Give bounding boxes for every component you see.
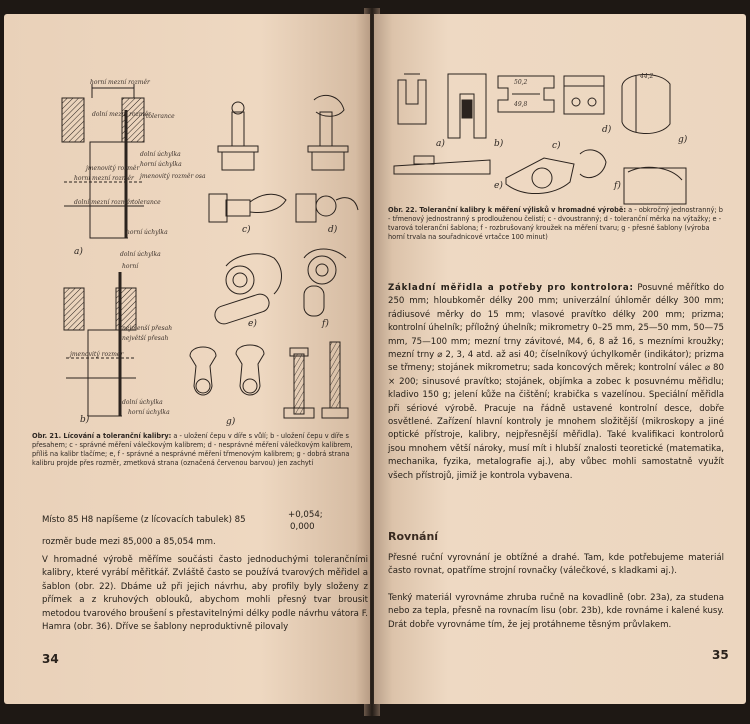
figure-22-letter-g: g) xyxy=(678,135,688,145)
figure-22-caption-text: a - obkročný jednostranný; b - třmenový jednostranný s prodlouženou čelistí; c - dvoustranný; d - toleranční měrka na výtažky; e - tvarová toleranční šablona; f - rozbrušovaný kroužek na měření tvaru; g - přesné šablony (výroba horní trvala na souřadnicové vrtačce 100 minut) xyxy=(388,206,723,241)
straightening-paragraph-2: Tenký materiál vyrovnáme zhruba ručně na kovadlině (obr. 23a), za studena nebo za tepla, přesně na rovnacím lisu (obr. 23b), kde rovnáme i kalené kusy. Drát dobře vyrovnáme tím, že jej protáhneme těsným průvlakem. xyxy=(388,593,724,630)
label-jmenovity-rozmer-2: jmenovitý rozměr xyxy=(70,351,124,358)
dim-label-2: 49,8 xyxy=(514,101,528,108)
label-dolni-uchylka-2: dolní úchylka xyxy=(120,251,161,258)
label-horni-uchylka: horní úchylka xyxy=(140,161,182,168)
figure-21-letter-c: c) xyxy=(242,225,251,235)
inspector-tools-text: Posuvné měřítko do 250 mm; hloubkoměr délky 200 mm; univerzální úhloměr délky 300 mm; rádiusové měrky do 15 mm; vlasové pravítko délky 200 mm; prizma; kontrolní úhelník; příložný úhelník; mikrometry 0–25 mm, 25—50 mm, 50—75 mm, 75—100 mm; mezní trny závitové, M4, 6, 8 až 16, s mezními kroužky; mezní trny ⌀ 2, 3, 4 atd. až asi 40; číselníkový úchylkoměr (indikátor); prizma se třmeny; stojánek mikrometru; sada koncových měrek; kontrolní válec ⌀ 80 × 200; sinusové pravítko; stojánek, objímka a zobec k posuvnému měřidlu; kladivo 150 g; jelení kůže na čištění; krabička s vazelínou. Speciální měřidla při sériové výrobě. Pracuje na řádně ustavené kontrolní desce, dobře osvětlené. Zařízení hlavní kontroly je mnohem složitější (mikroskopy a jiné optické přístroje, kalibry, nejpřesnější měřidla). Také kvalifikaci kontrolorů jsou mnohem větší nároky, musí mít i hlubší znalosti teoretické (matematika, mechanika, fyzika, metalografie aj.), aby vůbec mohli samostatně využít všech přístrojů, jimiž je kontrola vybavena. xyxy=(388,283,725,481)
formula-lower-deviation: 0,000 xyxy=(290,522,315,532)
figure-22-caption-lead: Obr. 22. Toleranční kalibry k měření výlisků v hromadné výrobě: xyxy=(388,206,626,214)
label-horni: horní xyxy=(122,263,139,270)
left-page xyxy=(4,14,370,704)
figure-22-letter-a: a) xyxy=(436,139,445,149)
straightening-paragraph-1: Přesné ruční vyrovnání je obtížné a drahé. Tam, kde potřebujeme materiál často rovnat, opatříme strojní rovnačky (válečkové, s kladkami aj.). xyxy=(388,553,724,577)
label-horni-mezni-rozmer: horní mezní rozměr xyxy=(90,79,150,86)
label-dolni-mezni-rozmer: dolní mezní rozměr xyxy=(92,111,151,118)
section-heading-rovnani: Rovnání xyxy=(388,530,439,543)
formula-upper-deviation: +0,054; xyxy=(288,510,323,520)
label-horni-mezni-rozmer-2: horní mezní rozměr xyxy=(74,175,134,182)
figure-21-drawing xyxy=(4,14,370,444)
inspector-tools-section xyxy=(388,282,724,483)
figure-22-drawing xyxy=(374,14,746,210)
label-tolerance-2: tolerance xyxy=(132,199,161,206)
dim-label-3: 44,2 xyxy=(640,73,654,80)
label-dolni-mezni-rozmer-2: dolní mezní rozměr xyxy=(74,199,133,206)
label-tolerance: tolerance xyxy=(146,113,175,120)
label-horni-uchylka-2: horní úchylka xyxy=(126,229,168,236)
label-dolni-uchylka-3: dolní úchylka xyxy=(122,399,163,406)
label-dolni-uchylka: dolní úchylka xyxy=(140,151,181,158)
dim-label-1: 50,2 xyxy=(514,79,528,86)
right-page xyxy=(374,14,746,704)
figure-22-letter-c: c) xyxy=(552,141,561,151)
page-number-right: 35 xyxy=(712,648,729,662)
figure-21-letter-e: e) xyxy=(248,319,257,329)
figure-21-letter-a: a) xyxy=(74,247,83,257)
figure-22-letter-f: f) xyxy=(614,181,621,191)
label-nejvetsi-presah: největší přesah xyxy=(122,335,169,342)
figure-21-caption-text: a - uložení čepu v díře s vůlí; b - uložení čepu v díře s přesahem; c - správné měření válečkovým kalibrem; d - nesprávné měření válečkovým kalibrem, příliš na kalibr tlačíme; e, f - správné a nesprávné měření třmenovým kalibrem; g - dobrá strana kalibru projde přes rozměr, zmetková strana (označená červenou barvou) jen zachytí xyxy=(32,432,353,467)
figure-21 xyxy=(4,14,370,444)
page-number-left: 34 xyxy=(42,652,59,666)
figure-22-letter-b: b) xyxy=(494,139,504,149)
figure-22-letter-d: d) xyxy=(602,125,612,135)
figure-22-letter-e: e) xyxy=(494,181,503,191)
label-jmenovity-rozmer-osa: jmenovitý rozměr osa xyxy=(140,173,206,180)
left-paragraph: V hromadné výrobě měříme součásti často jednoduchými tolerančními kalibry, které vyrábí měřitkář. Zvláště často se používá tvarových měřidel a šablon (obr. 22). Dbáme už při jejich návrhu, aby profily byly složeny z přímek a z kruhových oblouků, abychom mohli přesný tvar brousit metodou tvarového broušení s přestavitelnými délky podle návrhu vátora F. Hamra (obr. 36). Dříve se šablony neproduktivně pilovaly xyxy=(42,555,368,633)
inspector-tools-lead: Základní měřidla a potřeby pro kontrolora: xyxy=(388,283,634,293)
figure-21-caption xyxy=(32,432,362,468)
label-jmenovity-rozmer: jmenovitý rozměr xyxy=(86,165,140,172)
label-nejmensi-presah: nejmenší přesah xyxy=(122,325,173,332)
formula-line: Místo 85 H8 napíšeme (z lícovacích tabulek) 85 xyxy=(42,515,246,525)
figure-21-letter-f: f) xyxy=(322,319,329,329)
label-horni-uchylka-3: horní úchylka xyxy=(128,409,170,416)
figure-21-letter-g: g) xyxy=(226,417,236,427)
figure-21-letter-d: d) xyxy=(328,225,338,235)
size-range-line: rozměr bude mezi 85,000 a 85,054 mm. xyxy=(42,537,216,547)
figure-22-caption xyxy=(388,206,724,242)
figure-21-caption-lead: Obr. 21. Lícování a toleranční kalibry: xyxy=(32,432,172,440)
figure-21-letter-b: b) xyxy=(80,415,90,425)
figure-22 xyxy=(374,14,746,210)
